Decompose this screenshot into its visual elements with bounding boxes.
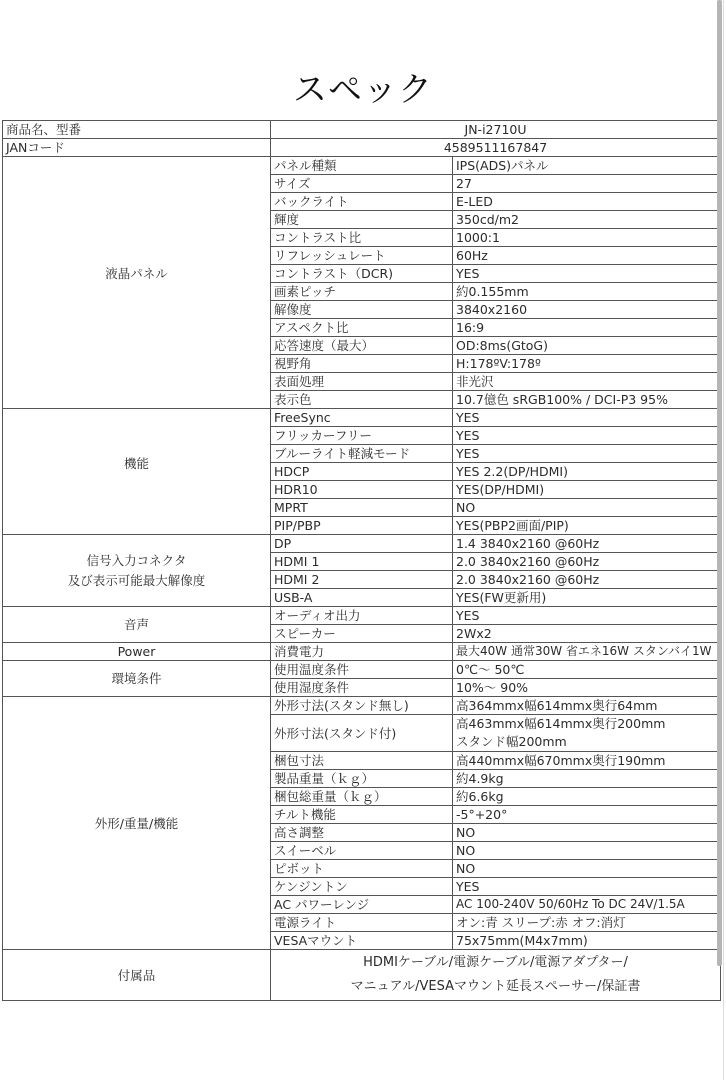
spec-value: オン:青 スリープ:赤 オフ:消灯 xyxy=(453,914,721,932)
table-row-product-name xyxy=(3,121,721,139)
spec-value: IPS(ADS)パネル xyxy=(453,157,721,175)
spec-value: NO xyxy=(453,824,721,842)
spec-item: USB-A xyxy=(271,589,453,607)
spec-value: YES(PBP2画面/PIP) xyxy=(453,517,721,535)
table-row xyxy=(3,607,721,625)
spec-value: 27 xyxy=(453,175,721,193)
category-features: 機能 xyxy=(3,409,271,535)
spec-value: NO xyxy=(453,842,721,860)
spec-item: 梱包総重量（ｋｇ） xyxy=(271,788,453,806)
spec-value: 75x75mm(M4x7mm) xyxy=(453,932,721,950)
viewport-edge xyxy=(723,0,724,1080)
spec-item: 応答速度（最大） xyxy=(271,337,453,355)
spec-value: 最大40W 通常30W 省エネ16W スタンバイ1W xyxy=(453,643,721,661)
spec-item: フリッカーフリー xyxy=(271,427,453,445)
spec-value: 高364mmx幅614mmx奥行64mm xyxy=(453,697,721,715)
spec-value: 350cd/m2 xyxy=(453,211,721,229)
spec-item: ピボット xyxy=(271,860,453,878)
spec-value: 1.4 3840x2160 @60Hz xyxy=(453,535,721,553)
spec-value: 1000:1 xyxy=(453,229,721,247)
spec-value: 2.0 3840x2160 @60Hz xyxy=(453,553,721,571)
spec-value: 16:9 xyxy=(453,319,721,337)
spec-item: オーディオ出力 xyxy=(271,607,453,625)
row-value: JN-i2710U xyxy=(271,121,721,139)
spec-item: ケンジントン xyxy=(271,878,453,896)
spec-item: PIP/PBP xyxy=(271,517,453,535)
spec-value: 10.7億色 sRGB100% / DCI-P3 95% xyxy=(453,391,721,409)
spec-value: YES(FW更新用) xyxy=(453,589,721,607)
category-accessories: 付属品 xyxy=(3,950,271,1001)
spec-value: 0℃～ 50℃ xyxy=(453,661,721,679)
spec-item: 梱包寸法 xyxy=(271,752,453,770)
spec-item: DP xyxy=(271,535,453,553)
table-row xyxy=(3,661,721,679)
spec-value: YES xyxy=(453,607,721,625)
spec-item: 解像度 xyxy=(271,301,453,319)
spec-item: チルト機能 xyxy=(271,806,453,824)
category-signal-input xyxy=(3,535,271,607)
row-label: 商品名、型番 xyxy=(3,121,271,139)
spec-value: 約4.9kg xyxy=(453,770,721,788)
spec-item: リフレッシュレート xyxy=(271,247,453,265)
spec-value: 60Hz xyxy=(453,247,721,265)
table-row-accessories xyxy=(3,950,721,1001)
spec-value: H:178ºV:178º xyxy=(453,355,721,373)
table-row-jan-code xyxy=(3,139,721,157)
spec-item: ブルーライト軽減モード xyxy=(271,445,453,463)
spec-item: 表示色 xyxy=(271,391,453,409)
category-power: Power xyxy=(3,643,271,661)
spec-item: HDMI 2 xyxy=(271,571,453,589)
category-line: 信号入力コネクタ xyxy=(86,552,187,568)
table-row xyxy=(3,409,721,427)
spec-item: HDMI 1 xyxy=(271,553,453,571)
spec-item: 電源ライト xyxy=(271,914,453,932)
page-title: スペック xyxy=(293,70,433,110)
spec-item: コントラスト（DCR) xyxy=(271,265,453,283)
table-row xyxy=(3,697,721,715)
spec-item: 使用湿度条件 xyxy=(271,679,453,697)
spec-value: -5°+20° xyxy=(453,806,721,824)
spec-item: 画素ピッチ xyxy=(271,283,453,301)
spec-item: VESAマウント xyxy=(271,932,453,950)
spec-value: 10%～ 90% xyxy=(453,679,721,697)
row-value: 4589511167847 xyxy=(271,139,721,157)
spec-item: サイズ xyxy=(271,175,453,193)
spec-value: YES xyxy=(453,409,721,427)
spec-item: 外形寸法(スタンド付) xyxy=(271,715,453,752)
spec-value: 2.0 3840x2160 @60Hz xyxy=(453,571,721,589)
table-row xyxy=(3,643,721,661)
spec-item: FreeSync xyxy=(271,409,453,427)
spec-item: 製品重量（ｋｇ） xyxy=(271,770,453,788)
spec-value: YES xyxy=(453,445,721,463)
spec-value: AC 100-240V 50/60Hz To DC 24V/1.5A xyxy=(453,896,721,914)
spec-value: 非光沢 xyxy=(453,373,721,391)
spec-value: NO xyxy=(453,860,721,878)
row-label: JANコード xyxy=(3,139,271,157)
spec-value: 2Wx2 xyxy=(453,625,721,643)
spec-value: 3840x2160 xyxy=(453,301,721,319)
spec-item: 外形寸法(スタンド無し) xyxy=(271,697,453,715)
spec-item: 輝度 xyxy=(271,211,453,229)
spec-item: MPRT xyxy=(271,499,453,517)
spec-item: 使用温度条件 xyxy=(271,661,453,679)
spec-value: YES xyxy=(453,878,721,896)
spec-item: スピーカー xyxy=(271,625,453,643)
spec-item: 表面処理 xyxy=(271,373,453,391)
spec-value: YES 2.2(DP/HDMI) xyxy=(453,463,721,481)
value-line: 高463mmx幅614mmx奥行200mm xyxy=(456,716,666,731)
category-environment: 環境条件 xyxy=(3,661,271,697)
spec-item: アスペクト比 xyxy=(271,319,453,337)
spec-item: AC パワーレンジ xyxy=(271,896,453,914)
accessories-line: HDMIケーブル/電源ケーブル/電源アダプター/ xyxy=(363,955,628,970)
spec-value: OD:8ms(GtoG) xyxy=(453,337,721,355)
accessories-line: マニュアル/VESAマウント延長スペーサー/保証書 xyxy=(350,979,641,994)
spec-item: HDCP xyxy=(271,463,453,481)
spec-item: パネル種類 xyxy=(271,157,453,175)
table-row xyxy=(3,157,721,175)
spec-value: 約0.155mm xyxy=(453,283,721,301)
vertical-scrollbar[interactable] xyxy=(717,0,722,966)
spec-value: E-LED xyxy=(453,193,721,211)
spec-item: コントラスト比 xyxy=(271,229,453,247)
category-dimensions-weight: 外形/重量/機能 xyxy=(3,697,271,950)
spec-item: 高さ調整 xyxy=(271,824,453,842)
table-row xyxy=(3,535,721,553)
spec-item: 消費電力 xyxy=(271,643,453,661)
spec-table xyxy=(2,120,721,1001)
category-lcd-panel: 液晶パネル xyxy=(3,157,271,409)
value-line: スタンド幅200mm xyxy=(456,734,567,749)
spec-item: 視野角 xyxy=(271,355,453,373)
spec-item: バックライト xyxy=(271,193,453,211)
spec-value: YES(DP/HDMI) xyxy=(453,481,721,499)
spec-value: 高440mmx幅670mmx奥行190mm xyxy=(453,752,721,770)
spec-value: 約6.6kg xyxy=(453,788,721,806)
category-audio: 音声 xyxy=(3,607,271,643)
spec-value: YES xyxy=(453,427,721,445)
spec-value: NO xyxy=(453,499,721,517)
spec-item: スイーベル xyxy=(271,842,453,860)
spec-value: YES xyxy=(453,265,721,283)
accessories-value xyxy=(271,950,721,1001)
category-line: 及び表示可能最大解像度 xyxy=(67,572,206,588)
spec-value xyxy=(453,715,721,752)
spec-item: HDR10 xyxy=(271,481,453,499)
